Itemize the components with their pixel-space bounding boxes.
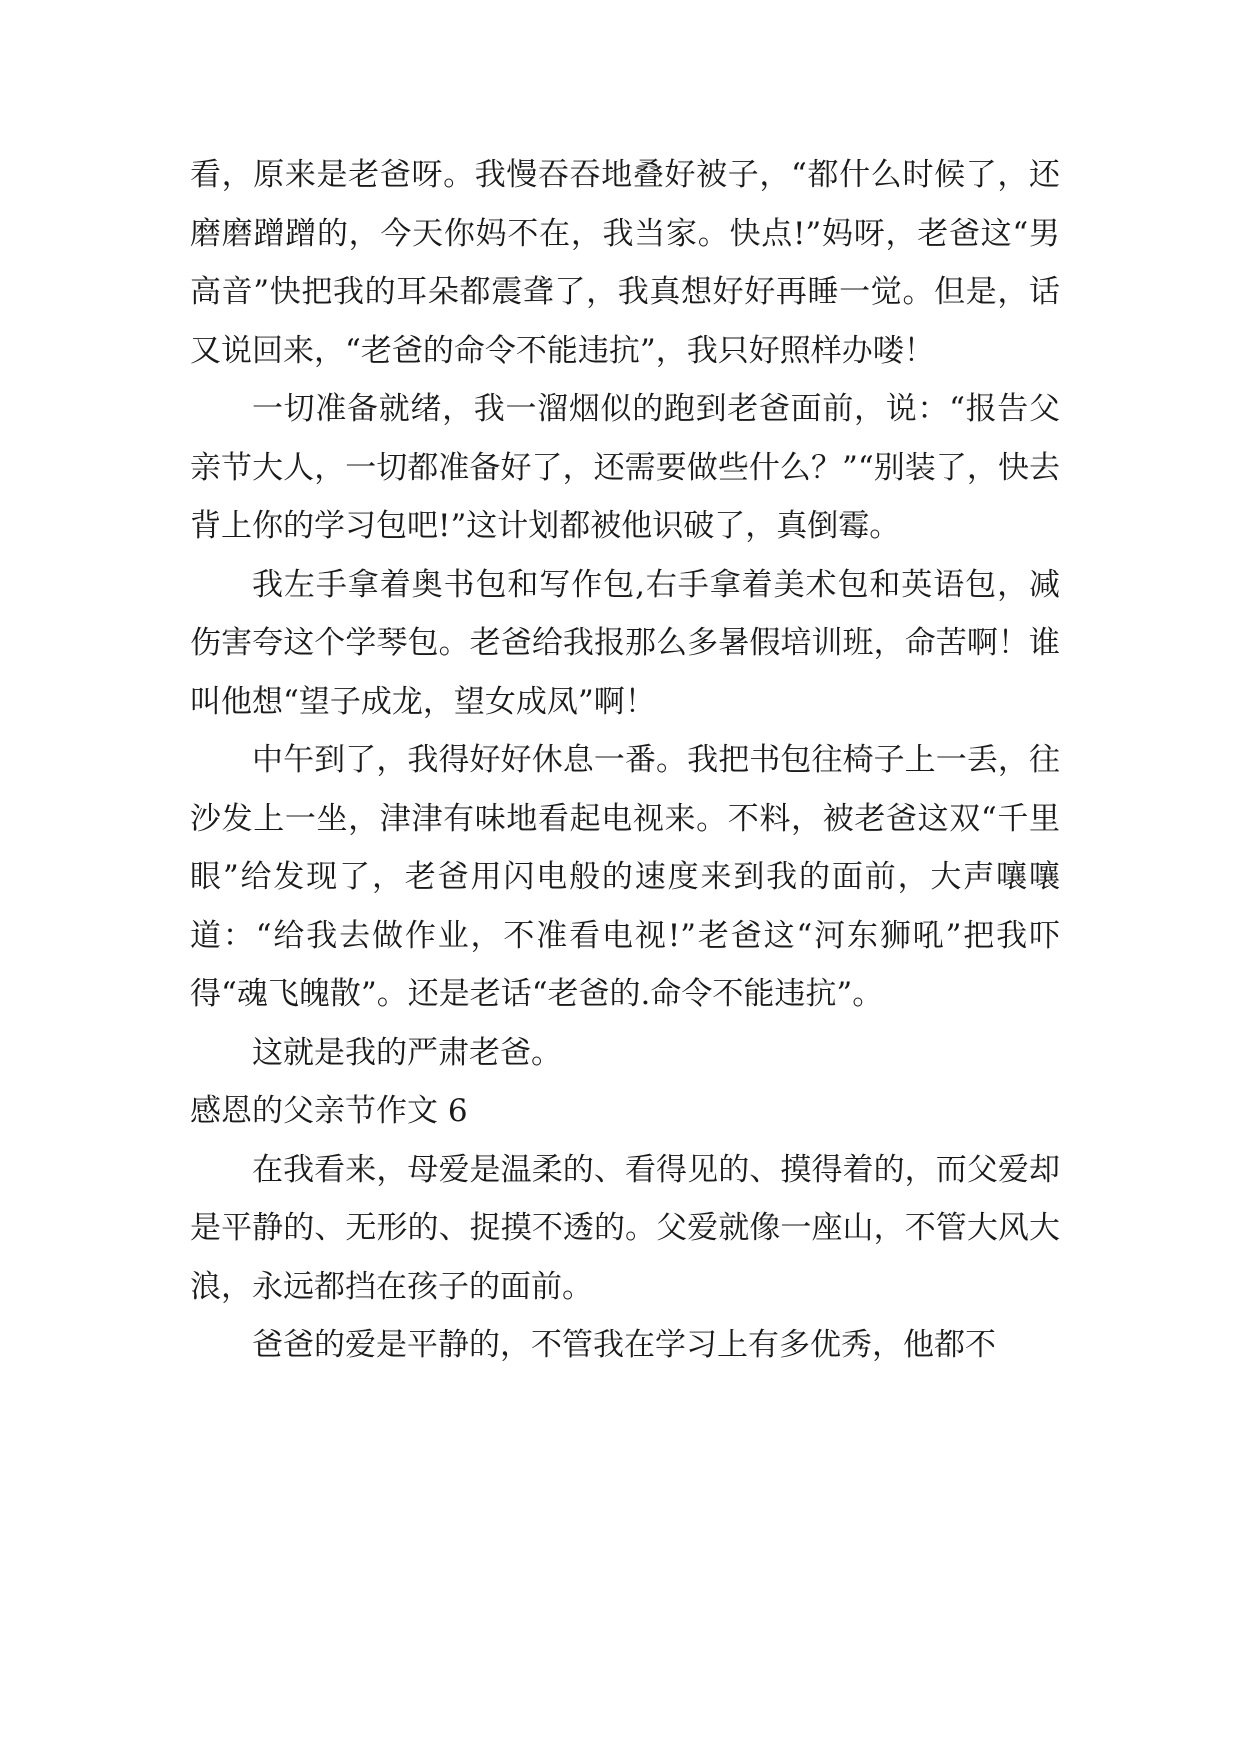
document-body bbox=[190, 146, 1060, 1375]
paragraph: 中午到了，我得好好休息一番。我把书包往椅子上一丢，往沙发上一坐，津津有味地看起电视来。不料，被老爸这双“千里眼”给发现了，老爸用闪电般的速度来到我的面前，大声嚷嚷道：“给我去做作业，不准看电视!”老爸这“河东狮吼”把我吓得“魂飞魄散”。还是老话“老爸的.命令不能违抗”。 bbox=[190, 742, 1060, 1012]
paragraph: 一切准备就绪，我一溜烟似的跑到老爸面前，说：“报告父亲节大人，一切都准备好了，还需要做些什么？”“别装了，快去背上你的学习包吧!”这计划都被他识破了，真倒霉。 bbox=[190, 391, 1060, 544]
paragraph: 在我看来，母爱是温柔的、看得见的、摸得着的，而父爱却是平静的、无形的、捉摸不透的。父爱就像一座山，不管大风大浪，永远都挡在孩子的面前。 bbox=[190, 1151, 1060, 1305]
paragraph: 这就是我的严肃老爸。 bbox=[252, 1034, 562, 1071]
paragraph-truncated: 爸爸的爱是平静的，不管我在学习上有多优秀，他都不 bbox=[252, 1327, 996, 1363]
paragraph: 我左手拿着奥书包和写作包,右手拿着美术包和英语包，减伤害夸这个学琴包。老爸给我报那么多暑假培训班，命苦啊！谁叫他想“望子成龙，望女成凤”啊！ bbox=[190, 566, 1060, 720]
paragraph-continued: 看，原来是老爸呀。我慢吞吞地叠好被子，“都什么时候了，还磨磨蹭蹭的，今天你妈不在，我当家。快点!”妈呀，老爸这“男高音”快把我的耳朵都震聋了，我真想好好再睡一觉。但是，话又说回来，“老爸的命令不能违抗”，我只好照样办喽！ bbox=[190, 157, 1060, 369]
section-heading: 感恩的父亲节作文 6 bbox=[190, 1093, 468, 1129]
